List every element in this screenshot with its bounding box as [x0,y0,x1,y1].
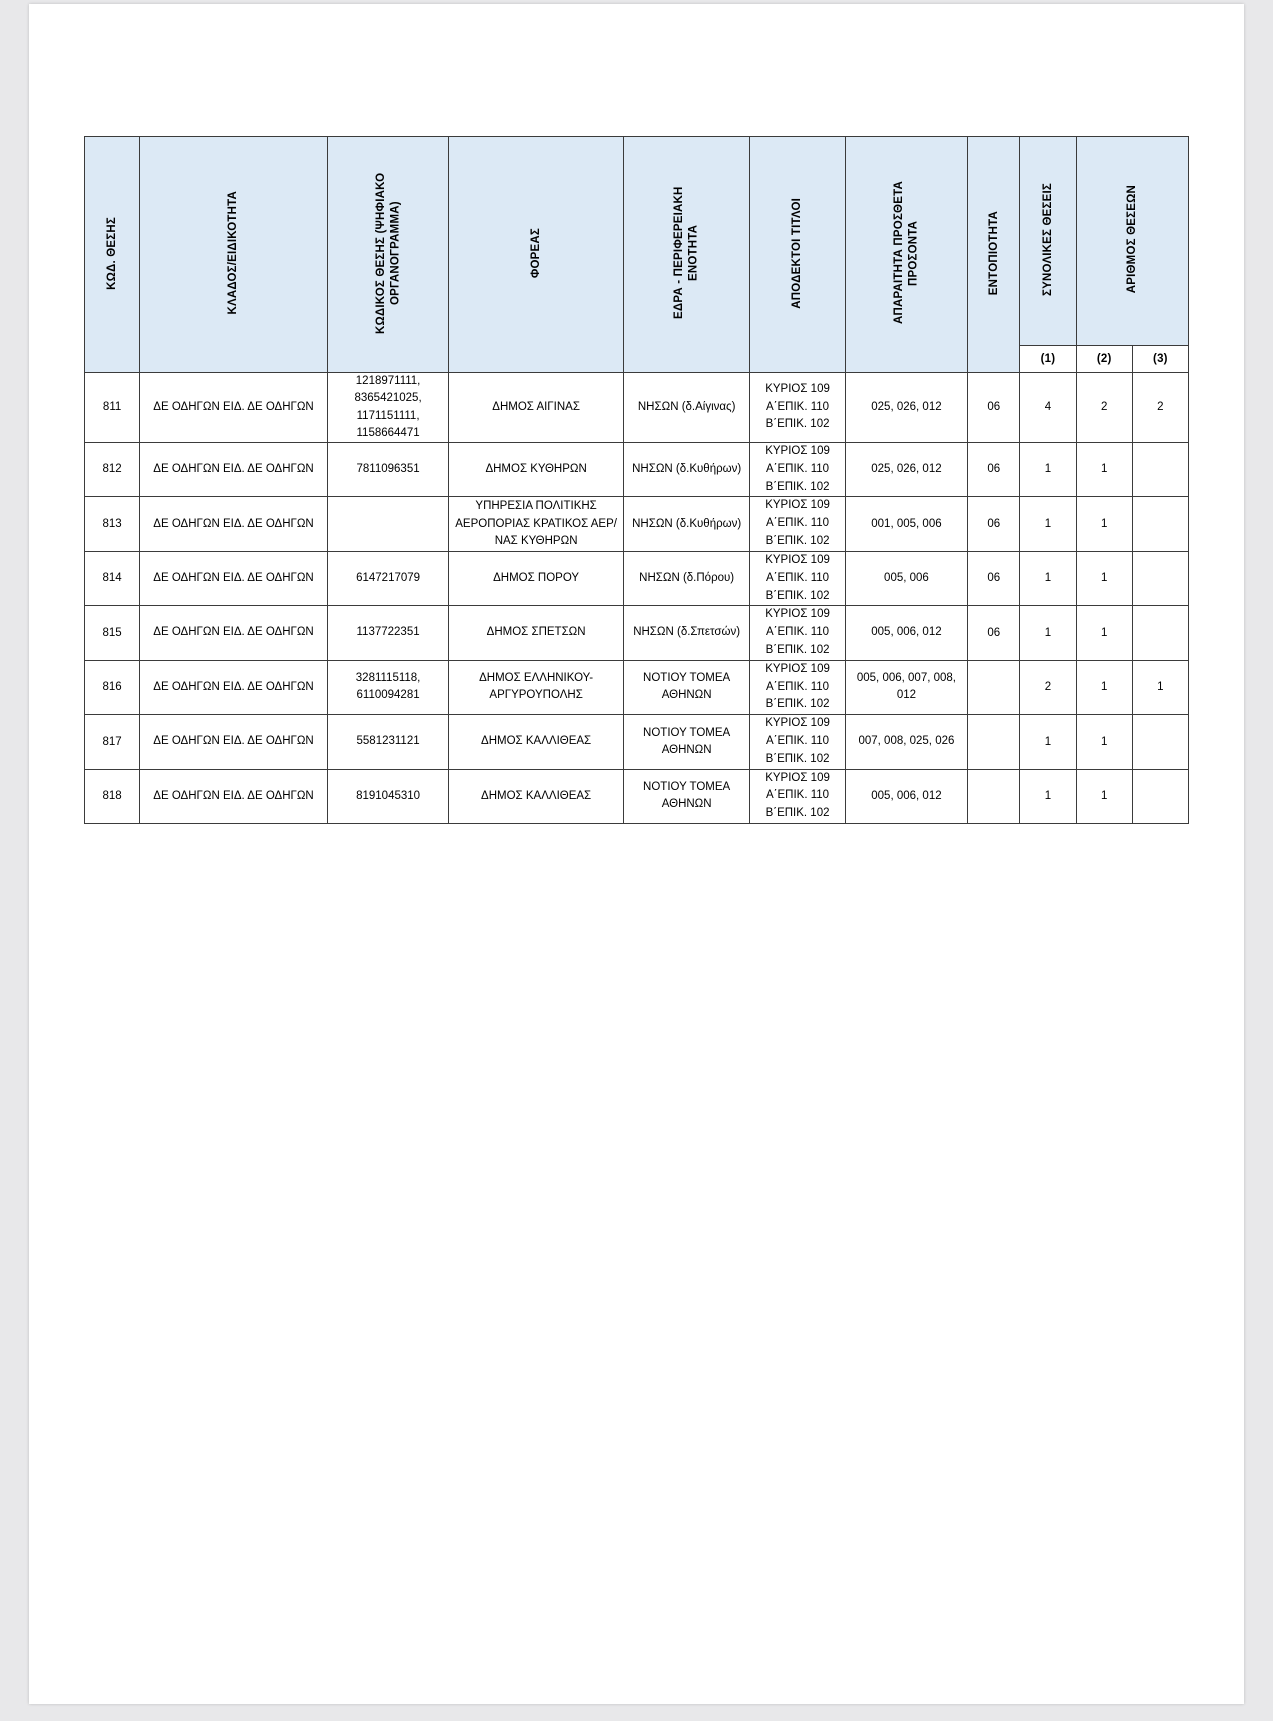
cell-qualifications: 025, 026, 012 [845,443,967,497]
cell-locality [968,660,1020,714]
cell-n2 [1132,606,1188,660]
cell-titles: ΚΥΡΙΟΣ 109 Α΄ΕΠΙΚ. 110 Β΄ΕΠΙΚ. 102 [750,769,845,823]
header-total-positions [1020,137,1076,346]
table-row [85,606,1189,660]
cell-n1: 1 [1076,769,1132,823]
cell-n1: 1 [1076,443,1132,497]
header-organization-label: ΦΟΡΕΑΣ [529,227,542,279]
cell-total: 1 [1020,715,1076,769]
cell-qualifications: 005, 006, 007, 008, 012 [845,660,967,714]
cell-seat: ΝΟΤΙΟΥ ΤΟΜΕΑ ΑΘΗΝΩΝ [623,660,749,714]
header-sub-1: (1) [1020,346,1076,373]
header-sub-3: (3) [1132,346,1188,373]
cell-branch: ΔΕ ΟΔΗΓΩΝ ΕΙΔ. ΔΕ ΟΔΗΓΩΝ [140,443,328,497]
cell-code: 816 [85,660,140,714]
cell-total: 1 [1020,443,1076,497]
cell-n2: 1 [1132,660,1188,714]
cell-organization: ΔΗΜΟΣ ΚΑΛΛΙΘΕΑΣ [449,715,624,769]
cell-locality [968,769,1020,823]
cell-code: 818 [85,769,140,823]
cell-total: 1 [1020,606,1076,660]
header-digital-code-label: ΚΩΔΙΚΟΣ ΘΕΣΗΣ (ΨΗΦΙΑΚΟ ΟΡΓΑΝΟΓΡΑΜΜΑ) [374,172,402,334]
cell-seat: ΝΗΣΩΝ (δ.Αίγινας) [623,373,749,443]
header-seat [623,137,749,373]
cell-organization: ΔΗΜΟΣ ΠΟΡΟΥ [449,551,624,605]
header-code-label: ΚΩΔ. ΘΕΣΗΣ [105,216,118,290]
cell-titles: ΚΥΡΙΟΣ 109 Α΄ΕΠΙΚ. 110 Β΄ΕΠΙΚ. 102 [750,715,845,769]
cell-locality: 06 [968,606,1020,660]
header-total-positions-label: ΣΥΝΟΛΙΚΕΣ ΘΕΣΕΙΣ [1041,183,1054,296]
cell-locality: 06 [968,551,1020,605]
document-page [29,4,1244,1704]
cell-seat: ΝΗΣΩΝ (δ.Πόρου) [623,551,749,605]
cell-branch: ΔΕ ΟΔΗΓΩΝ ΕΙΔ. ΔΕ ΟΔΗΓΩΝ [140,769,328,823]
header-seat-label: ΕΔΡΑ - ΠΕΡΙΦΕΡΕΙΑΚΗ ΕΝΟΤΗΤΑ [673,186,700,320]
cell-n2 [1132,715,1188,769]
cell-n1: 1 [1076,497,1132,551]
cell-total: 1 [1020,497,1076,551]
cell-code: 814 [85,551,140,605]
cell-digital-code: 3281115118, 6110094281 [327,660,448,714]
cell-code: 815 [85,606,140,660]
cell-organization: ΔΗΜΟΣ ΣΠΕΤΣΩΝ [449,606,624,660]
header-row-main [85,137,1189,346]
cell-titles: ΚΥΡΙΟΣ 109 Α΄ΕΠΙΚ. 110 Β΄ΕΠΙΚ. 102 [750,660,845,714]
cell-qualifications: 025, 026, 012 [845,373,967,443]
cell-n1: 1 [1076,551,1132,605]
cell-digital-code: 7811096351 [327,443,448,497]
cell-branch: ΔΕ ΟΔΗΓΩΝ ΕΙΔ. ΔΕ ΟΔΗΓΩΝ [140,660,328,714]
cell-seat: ΝΗΣΩΝ (δ.Κυθήρων) [623,443,749,497]
cell-n2 [1132,443,1188,497]
cell-titles: ΚΥΡΙΟΣ 109 Α΄ΕΠΙΚ. 110 Β΄ΕΠΙΚ. 102 [750,606,845,660]
cell-titles: ΚΥΡΙΟΣ 109 Α΄ΕΠΙΚ. 110 Β΄ΕΠΙΚ. 102 [750,373,845,443]
table-row [85,551,1189,605]
cell-n2: 2 [1132,373,1188,443]
page-background [0,4,1273,1721]
cell-n2 [1132,497,1188,551]
cell-qualifications: 005, 006, 012 [845,606,967,660]
header-branch-label: ΚΛΑΔΟΣ/ΕΙΔΙΚΟΤΗΤΑ [227,191,240,315]
cell-organization: ΔΗΜΟΣ ΕΛΛΗΝΙΚΟΥ-ΑΡΓΥΡΟΥΠΟΛΗΣ [449,660,624,714]
cell-seat: ΝΗΣΩΝ (δ.Κυθήρων) [623,497,749,551]
cell-total: 4 [1020,373,1076,443]
cell-seat: ΝΗΣΩΝ (δ.Σπετσών) [623,606,749,660]
cell-digital-code: 8191045310 [327,769,448,823]
positions-table [84,136,1189,824]
cell-code: 817 [85,715,140,769]
cell-locality: 06 [968,443,1020,497]
header-titles [750,137,845,373]
header-organization [449,137,624,373]
cell-digital-code: 1218971111, 8365421025, 1171151111, 1158664471 [327,373,448,443]
cell-digital-code: 5581231121 [327,715,448,769]
cell-titles: ΚΥΡΙΟΣ 109 Α΄ΕΠΙΚ. 110 Β΄ΕΠΙΚ. 102 [750,551,845,605]
cell-total: 1 [1020,551,1076,605]
cell-locality [968,715,1020,769]
cell-branch: ΔΕ ΟΔΗΓΩΝ ΕΙΔ. ΔΕ ΟΔΗΓΩΝ [140,551,328,605]
cell-qualifications: 007, 008, 025, 026 [845,715,967,769]
cell-organization: ΥΠΗΡΕΣΙΑ ΠΟΛΙΤΙΚΗΣ ΑΕΡΟΠΟΡΙΑΣ ΚΡΑΤΙΚΟΣ ΑΕΡ/ΝΑΣ ΚΥΘΗΡΩΝ [449,497,624,551]
header-sub-2: (2) [1076,346,1132,373]
table-row [85,373,1189,443]
cell-titles: ΚΥΡΙΟΣ 109 Α΄ΕΠΙΚ. 110 Β΄ΕΠΙΚ. 102 [750,443,845,497]
cell-branch: ΔΕ ΟΔΗΓΩΝ ΕΙΔ. ΔΕ ΟΔΗΓΩΝ [140,497,328,551]
cell-titles: ΚΥΡΙΟΣ 109 Α΄ΕΠΙΚ. 110 Β΄ΕΠΙΚ. 102 [750,497,845,551]
cell-organization: ΔΗΜΟΣ ΚΑΛΛΙΘΕΑΣ [449,769,624,823]
cell-n2 [1132,769,1188,823]
cell-n1: 1 [1076,606,1132,660]
table-row [85,769,1189,823]
cell-seat: ΝΟΤΙΟΥ ΤΟΜΕΑ ΑΘΗΝΩΝ [623,715,749,769]
cell-qualifications: 001, 005, 006 [845,497,967,551]
cell-qualifications: 005, 006 [845,551,967,605]
cell-n2 [1132,551,1188,605]
header-digital-code [327,137,448,373]
cell-qualifications: 005, 006, 012 [845,769,967,823]
table-row [85,443,1189,497]
header-number-of-positions-label: ΑΡΙΘΜΟΣ ΘΕΣΕΩΝ [1126,185,1139,294]
cell-n1: 1 [1076,715,1132,769]
cell-seat: ΝΟΤΙΟΥ ΤΟΜΕΑ ΑΘΗΝΩΝ [623,769,749,823]
cell-organization: ΔΗΜΟΣ ΚΥΘΗΡΩΝ [449,443,624,497]
table-header [85,137,1189,373]
cell-digital-code: 1137722351 [327,606,448,660]
table-row [85,660,1189,714]
cell-organization: ΔΗΜΟΣ ΑΙΓΙΝΑΣ [449,373,624,443]
header-code [85,137,140,373]
table-row [85,497,1189,551]
table-row [85,715,1189,769]
cell-code: 811 [85,373,140,443]
header-titles-label: ΑΠΟΔΕΚΤΟΙ ΤΙΤΛΟΙ [791,197,804,309]
cell-code: 813 [85,497,140,551]
cell-branch: ΔΕ ΟΔΗΓΩΝ ΕΙΔ. ΔΕ ΟΔΗΓΩΝ [140,606,328,660]
header-branch [140,137,328,373]
header-qualifications-label: ΑΠΑΡΑΙΤΗΤΑ ΠΡΟΣΘΕΤΑ ΠΡΟΣΟΝΤΑ [893,181,920,325]
cell-total: 1 [1020,769,1076,823]
header-number-of-positions [1076,137,1188,346]
header-locality [968,137,1020,373]
table-body [85,373,1189,824]
cell-n1: 1 [1076,660,1132,714]
cell-n1: 2 [1076,373,1132,443]
cell-total: 2 [1020,660,1076,714]
cell-locality: 06 [968,497,1020,551]
header-qualifications [845,137,967,373]
cell-branch: ΔΕ ΟΔΗΓΩΝ ΕΙΔ. ΔΕ ΟΔΗΓΩΝ [140,373,328,443]
cell-digital-code [327,497,448,551]
cell-branch: ΔΕ ΟΔΗΓΩΝ ΕΙΔ. ΔΕ ΟΔΗΓΩΝ [140,715,328,769]
cell-locality: 06 [968,373,1020,443]
header-locality-label: ΕΝΤΟΠΙΟΤΗΤΑ [987,210,1000,296]
cell-code: 812 [85,443,140,497]
cell-digital-code: 6147217079 [327,551,448,605]
